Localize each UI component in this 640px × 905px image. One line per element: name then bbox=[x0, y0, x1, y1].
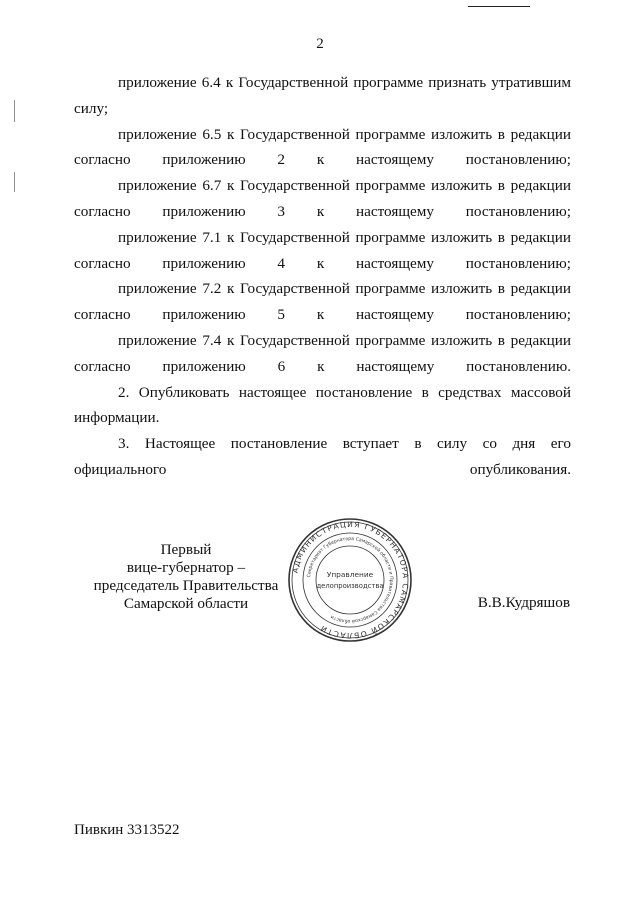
paragraph-annex-7-2: приложение 7.2 к Государственной программе изложить в редакции согласно приложению 5 к настоящему постановлению; bbox=[74, 280, 571, 324]
scan-mark-top bbox=[468, 6, 530, 7]
paragraph-annex-6-4: приложение 6.4 к Государственной программе признать утратившим силу; bbox=[74, 74, 571, 117]
document-body bbox=[74, 70, 571, 483]
page-number: 2 bbox=[316, 36, 324, 52]
signatory-title-line: Самарской области bbox=[123, 595, 249, 612]
paragraph-annex-7-4: приложение 7.4 к Государственной программе изложить в редакции согласно приложению 6 к настоящему постановлению. bbox=[74, 331, 571, 375]
paragraph-annex-7-1: приложение 7.1 к Государственной программе изложить в редакции согласно приложению 4 к настоящему постановлению; bbox=[74, 228, 571, 272]
scan-mark-left-1 bbox=[14, 100, 15, 122]
paragraph-publish: 2. Опубликовать настоящее постановление в средствах массовой информации. bbox=[74, 383, 571, 427]
seal-center-line2: делопроизводства bbox=[316, 582, 384, 590]
paragraph-annex-6-5: приложение 6.5 к Государственной программе изложить в редакции согласно приложению 2 к настоящему постановлению; bbox=[74, 125, 571, 169]
signatory-title bbox=[86, 541, 286, 613]
executor-info: Пивкин 3313522 bbox=[74, 822, 180, 838]
svg-text:Секретариат Губернатора Самарс bbox=[306, 536, 394, 625]
seal-outer-text: АДМИНИСТРАЦИЯ ГУБЕРНАТОРА САМАРСКОЙ ОБЛАСТИ bbox=[290, 519, 411, 641]
paragraph-annex-6-7: приложение 6.7 к Государственной программе изложить в редакции согласно приложению 3 к настоящему постановлению; bbox=[74, 177, 571, 220]
scan-mark-left-2 bbox=[14, 172, 15, 192]
seal-inner-text: Секретариат Губернатора Самарской области и Правительства Самарской области bbox=[307, 536, 394, 624]
seal-graphic bbox=[287, 517, 413, 643]
seal-center-line1: Управление bbox=[326, 570, 374, 579]
signatory-title-line: председатель Правительства bbox=[93, 577, 279, 594]
official-seal bbox=[287, 517, 413, 643]
paragraph-effective-date: 3. Настоящее постановление вступает в силу со дня его официального опубликования. bbox=[74, 435, 571, 478]
signatory-title-line: Первый bbox=[160, 541, 212, 558]
signatory-title-line: вице-губернатор – bbox=[126, 559, 246, 576]
signatory-name: В.В.Кудряшов bbox=[477, 594, 570, 611]
